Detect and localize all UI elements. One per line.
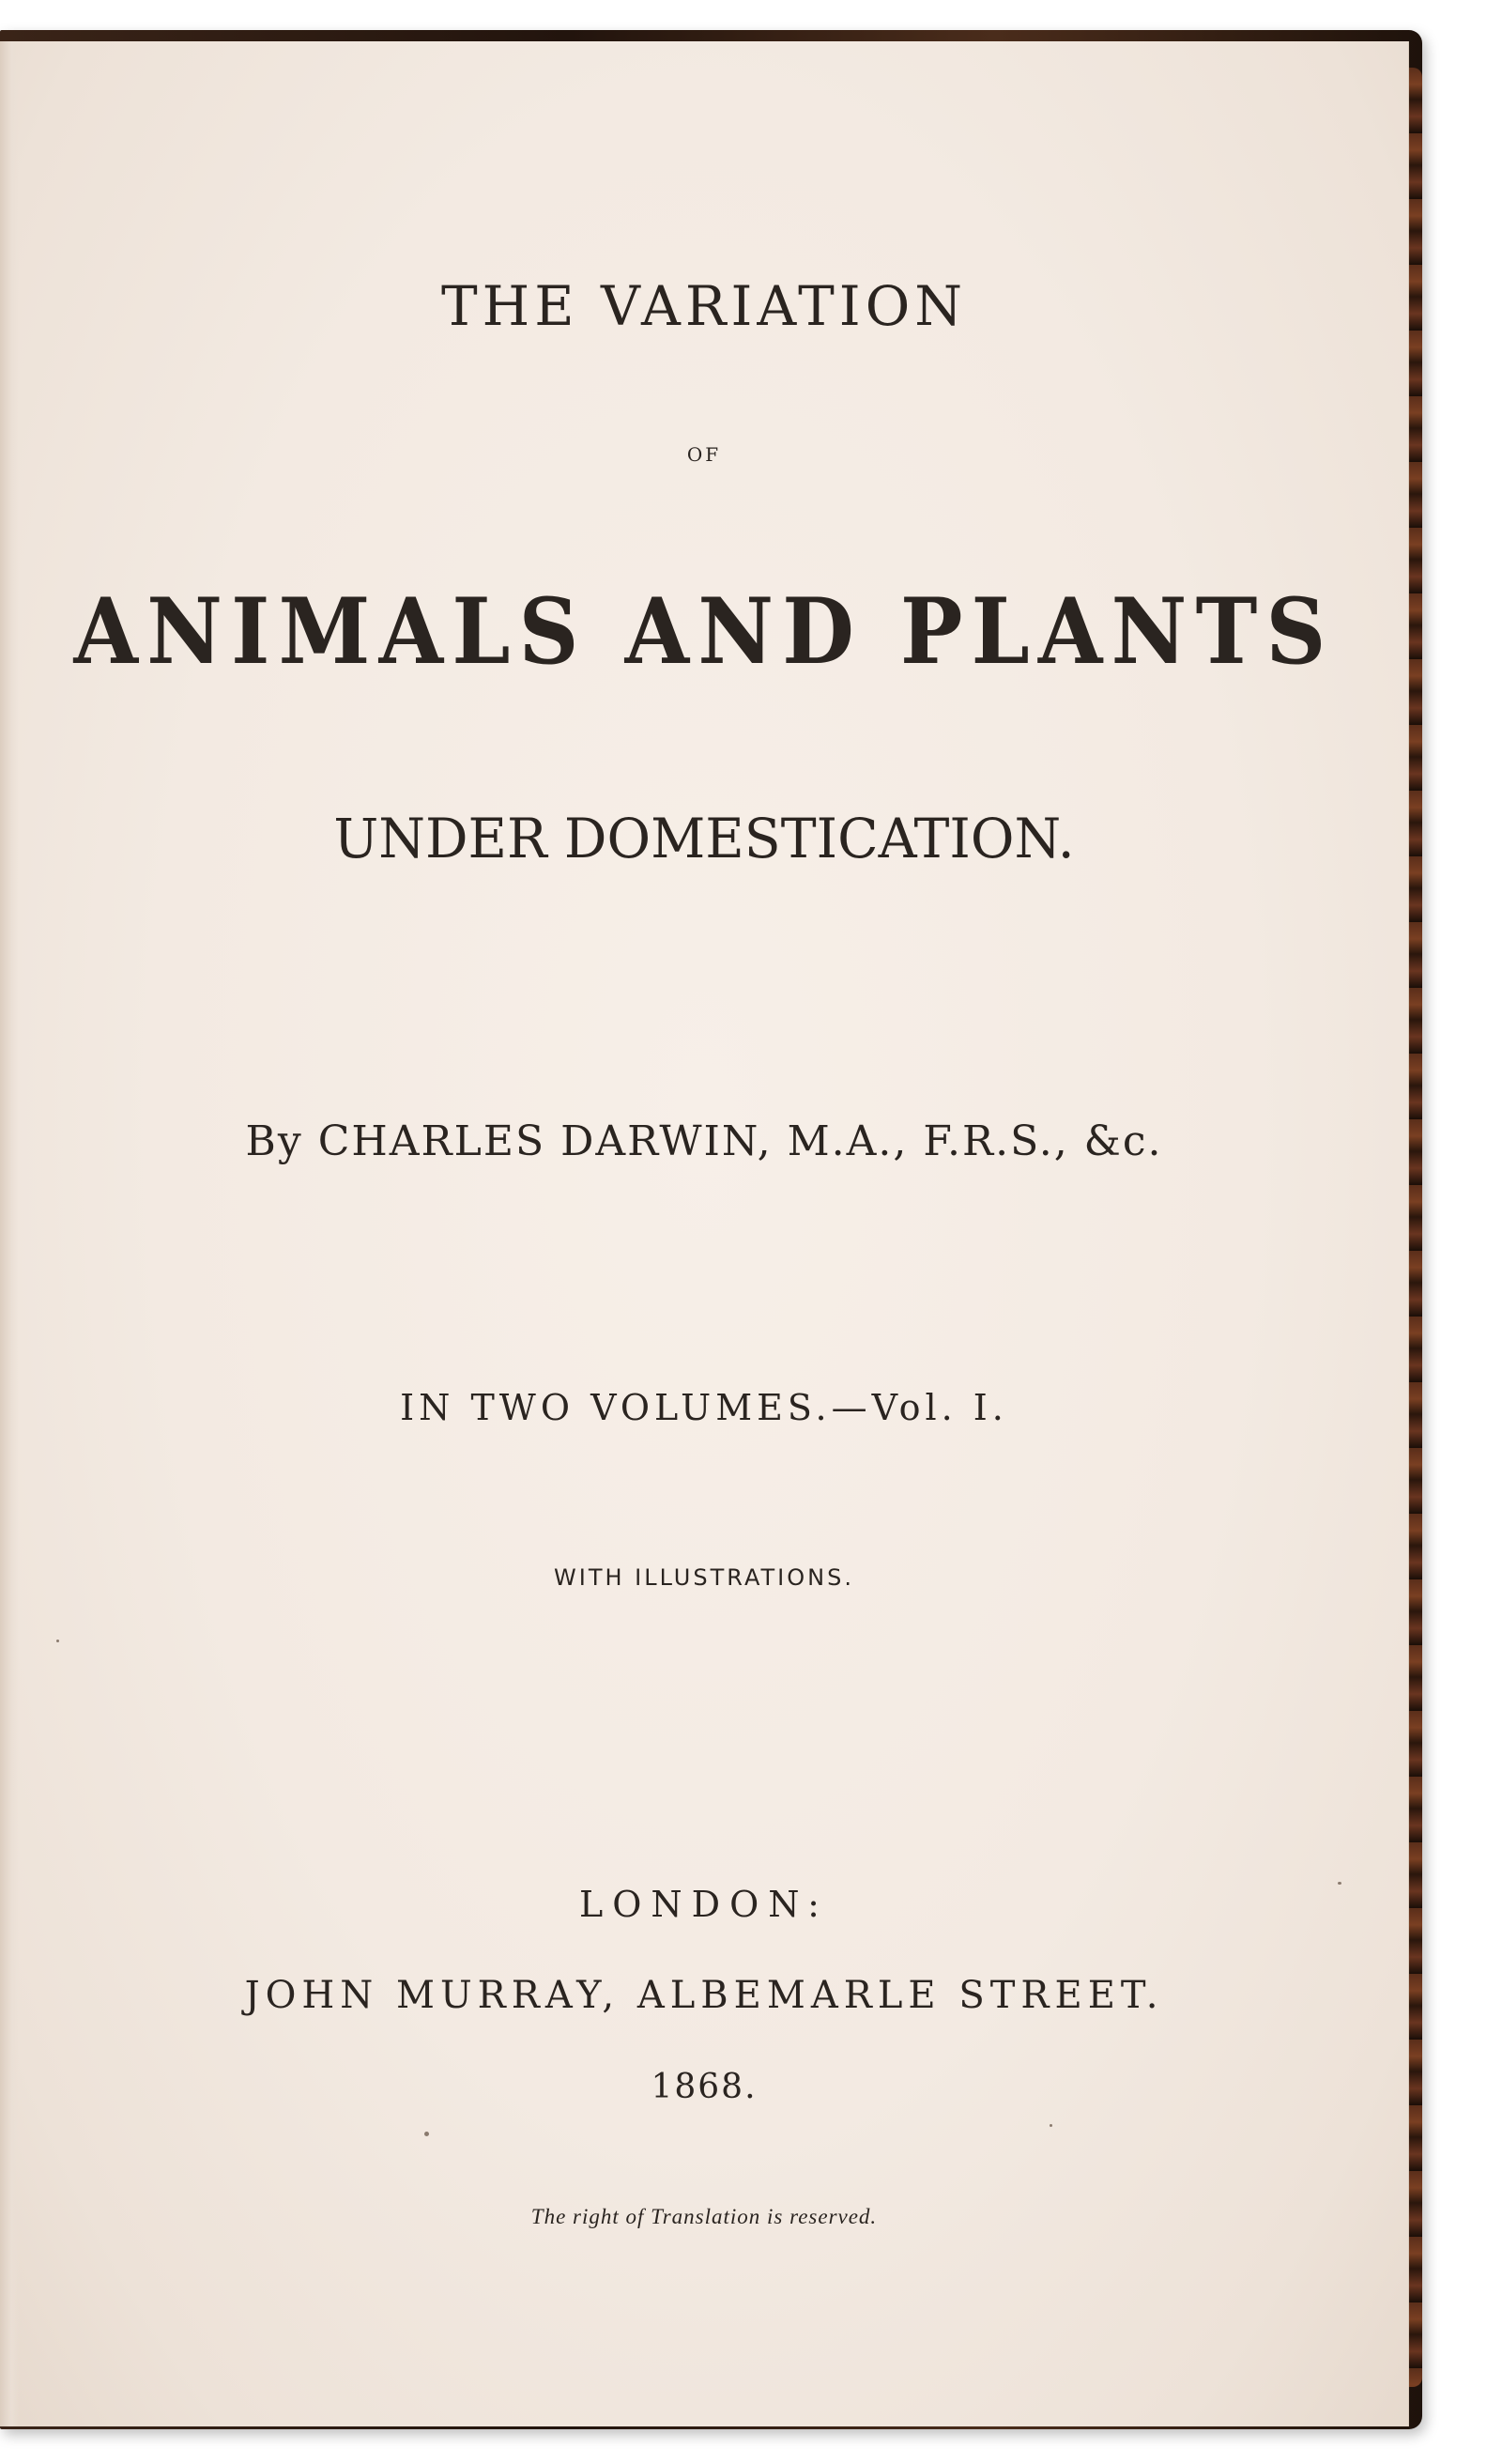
title-connector: OF — [686, 443, 722, 466]
paper-speck — [56, 1640, 59, 1642]
title-line: THE VARIATION — [440, 274, 968, 338]
paper-speck — [424, 2132, 429, 2136]
imprint-year: 1868. — [651, 2068, 758, 2106]
rights-notice: The right of Translation is reserved. — [530, 2205, 878, 2228]
illustrations-note: WITH ILLUSTRATIONS. — [554, 1564, 854, 1591]
page-gutter-shadow — [0, 41, 19, 2426]
paper-speck — [1338, 1882, 1341, 1885]
title-subline: UNDER DOMESTICATION. — [333, 807, 1075, 870]
imprint-city: LONDON: — [579, 1884, 829, 1925]
paper-speck — [1050, 2124, 1052, 2127]
title-main-subject: ANIMALS AND PLANTS — [73, 578, 1335, 685]
author-line: By CHARLES DARWIN, M.A., F.R.S., &c. — [245, 1117, 1163, 1165]
book-photograph — [0, 30, 1422, 2429]
imprint-publisher: JOHN MURRAY, ALBEMARLE STREET. — [244, 1974, 1164, 2017]
title-page — [0, 41, 1409, 2426]
volume-line: IN TWO VOLUMES.—Vol. I. — [400, 1387, 1008, 1428]
